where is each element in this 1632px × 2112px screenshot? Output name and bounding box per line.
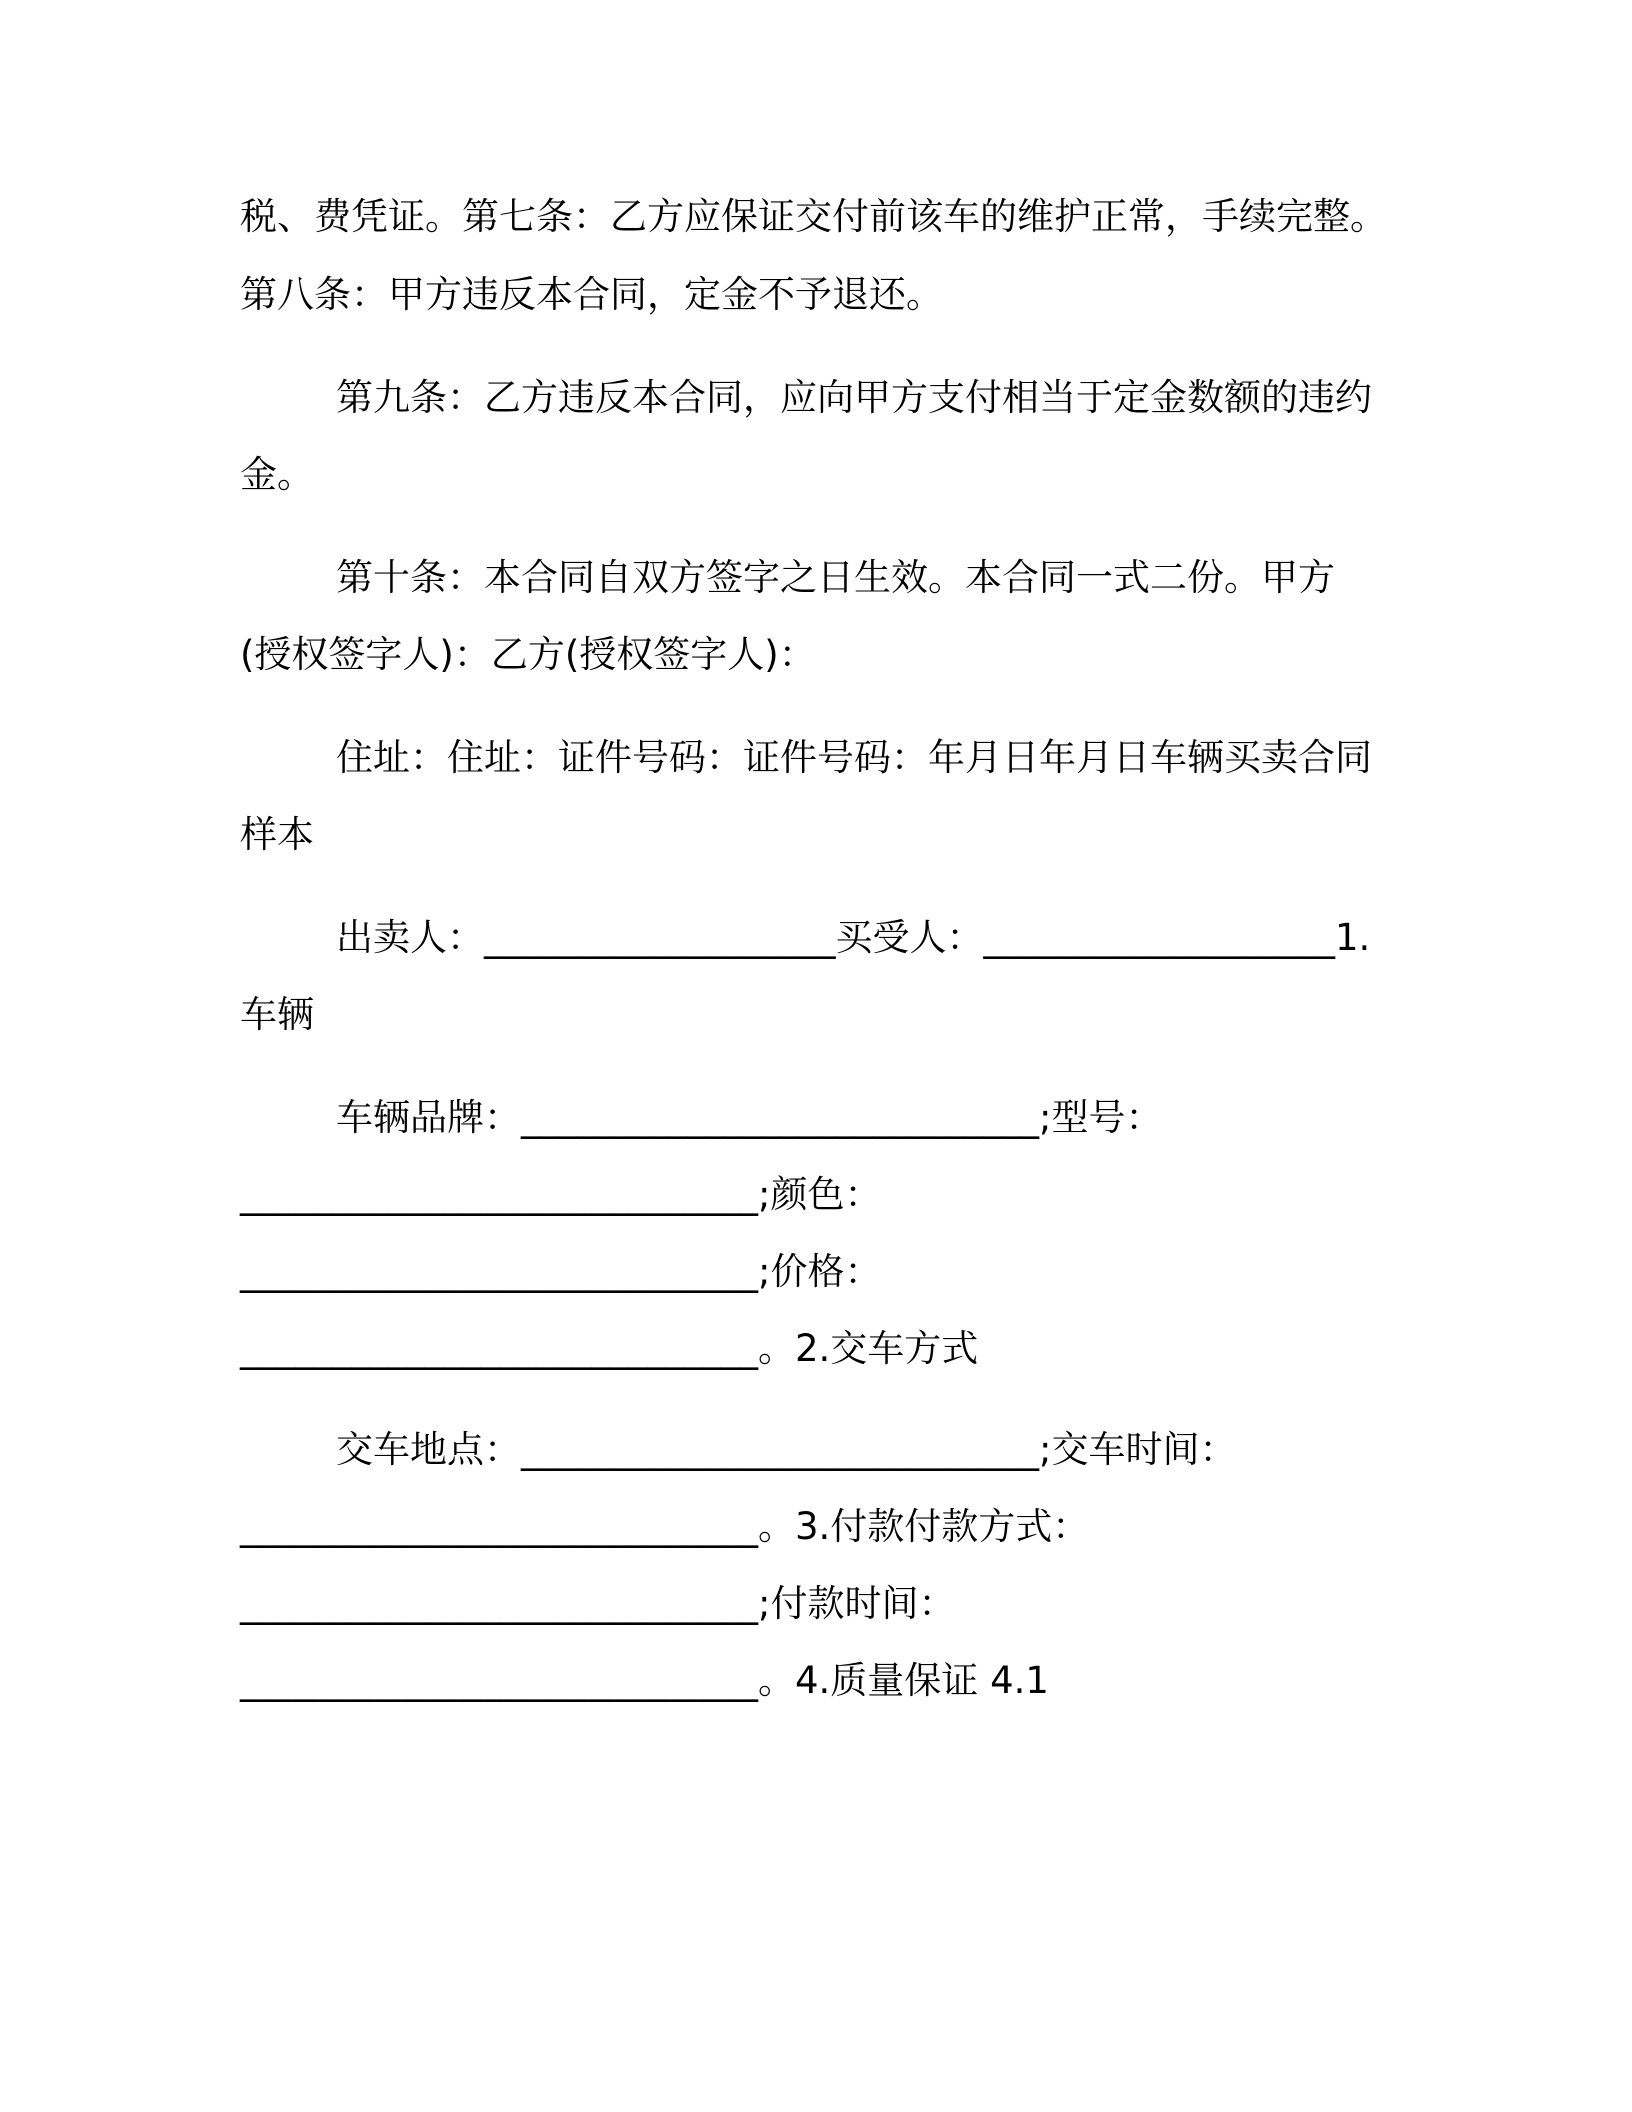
text-line: 出卖人：___________________买受人：___________________1. [336,916,1371,959]
text-line: 交车地点：____________________________;交车时间： [336,1428,1237,1471]
text-line: 税、费凭证。第七条：乙方应保证交付前该车的维护正常，手续完整。 [240,195,1387,238]
text-line: 第八条：甲方违反本合同，定金不予退还。 [240,273,943,316]
text-line: ____________________________。3.付款付款方式： [240,1505,1090,1548]
text-line: ____________________________。2.交车方式 [240,1327,979,1370]
text-line: 第九条：乙方违反本合同，应向甲方支付相当于定金数额的违约 [336,376,1372,419]
text-line: (授权签字人)：乙方(授权签字人)： [240,633,816,676]
text-line: 住址：住址：证件号码：证件号码：年月日年月日车辆买卖合同 [336,736,1372,779]
text-line: ____________________________;价格： [240,1250,882,1293]
text-line: 第十条：本合同自双方签字之日生效。本合同一式二份。甲方 [336,556,1335,599]
text-line: 车辆 [240,993,314,1036]
text-line: ____________________________;付款时间： [240,1582,956,1625]
text-line: ____________________________。4.质量保证 4.1 [240,1659,1049,1702]
text-line: ____________________________;颜色： [240,1173,882,1216]
text-line: 金。 [240,453,314,496]
text-line: 样本 [240,813,314,856]
text-line: 车辆品牌：____________________________;型号： [336,1096,1163,1139]
